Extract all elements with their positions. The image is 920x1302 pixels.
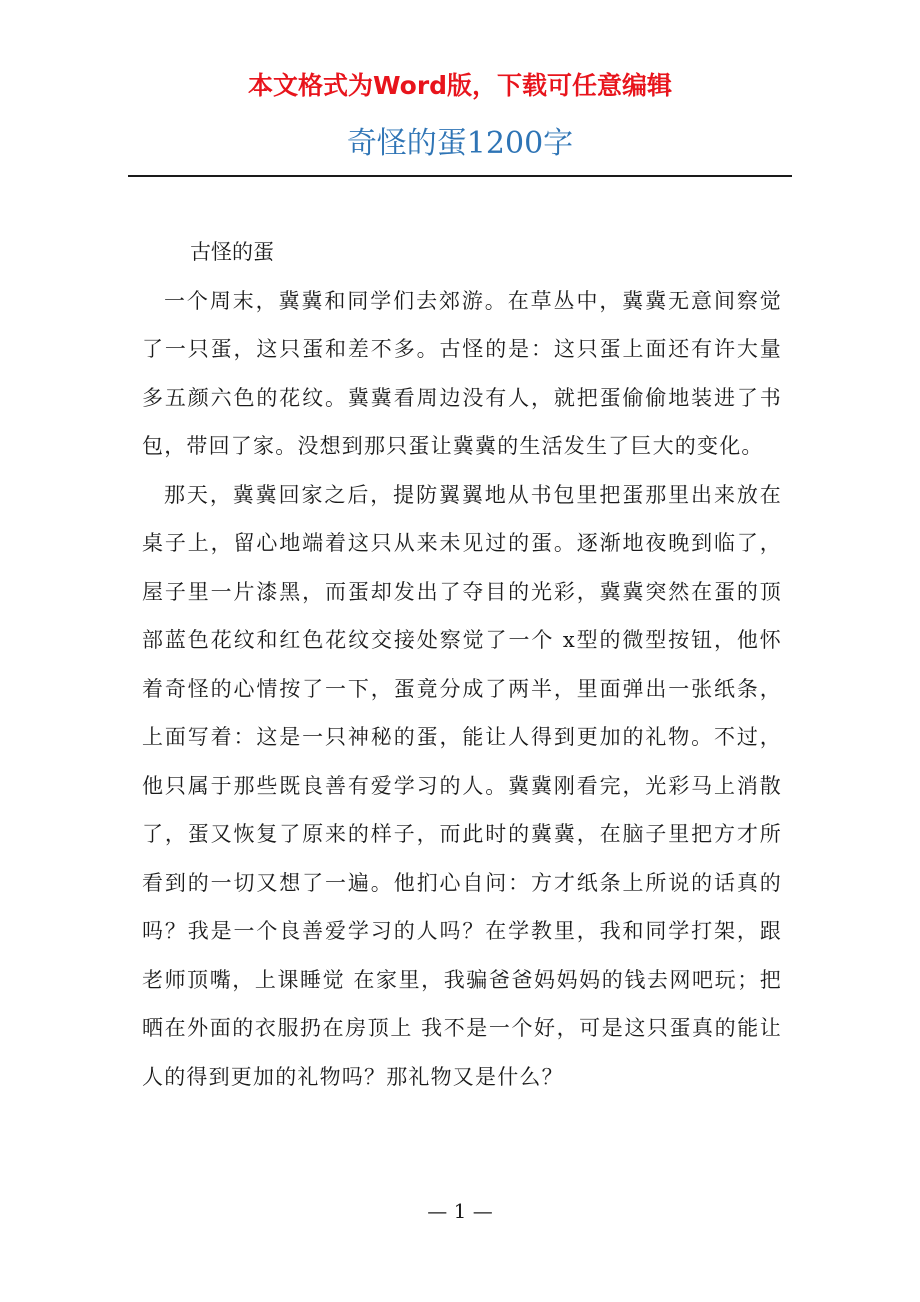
article-subtitle: 古怪的蛋 bbox=[190, 240, 274, 264]
article-body bbox=[142, 228, 782, 1101]
paragraph-2: 那天，冀冀回家之后，提防翼翼地从书包里把蛋那里出来放在桌子上，留心地端着这只从来未见过的蛋。逐渐地夜晚到临了，屋子里一片漆黑，而蛋却发出了夺目的光彩，冀冀突然在蛋的顶部蓝色花纹和红色花纹交接处察觉了一个 x型的微型按钮，他怀着奇怪的心情按了一下，蛋竟分成了两半，里面弹出一张纸条，上面写着：这是一只神秘的蛋，能让人得到更加的礼物。不过，他只属于那些既良善有爱学习的人。冀冀刚看完，光彩马上消散了，蛋又恢复了原来的样子，而此时的冀冀，在脑子里把方才所看到的一切又想了一遍。他扪心自问：方才纸条上所说的话真的吗？我是一个良善爱学习的人吗？在学教里，我和同学打架，跟老师顶嘴，上课睡觉 在家里，我骗爸爸妈妈妈的钱去网吧玩；把晒在外面的衣服扔在房顶上 我不是一个好，可是这只蛋真的能让人的得到更加的礼物吗？那礼物又是什么？ bbox=[142, 482, 782, 1089]
paragraph-1: 一个周末，冀冀和同学们去郊游。在草丛中，冀冀无意间察觉了一只蛋，这只蛋和差不多。古怪的是：这只蛋上面还有许大量多五颜六色的花纹。冀冀看周边没有人，就把蛋偷偷地装进了书包，带回了家。没想到那只蛋让冀冀的生活发生了巨大的变化。 bbox=[142, 288, 782, 458]
document-title: 奇怪的蛋1200字 bbox=[346, 126, 574, 161]
title-divider bbox=[128, 175, 792, 177]
page-number: — 1 — bbox=[427, 1199, 493, 1223]
download-banner: 本文格式为Word版，下载可任意编辑 bbox=[247, 71, 673, 100]
